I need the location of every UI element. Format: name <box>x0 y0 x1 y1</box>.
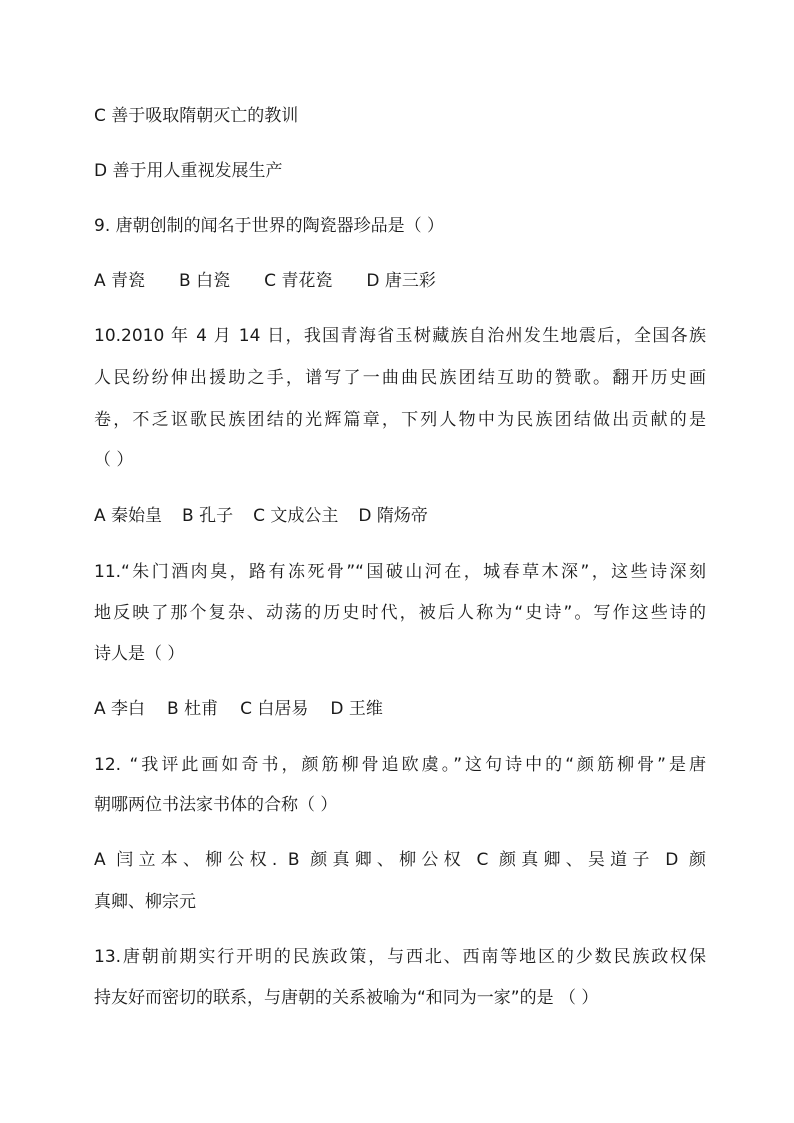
q11-option-d: D 王维 <box>330 699 383 719</box>
q11-option-b: B 杜甫 <box>167 699 219 719</box>
q11-option-a: A 李白 <box>94 699 146 719</box>
q9-option-b: B 白瓷 <box>179 271 231 291</box>
q12-options: A 闫立本、柳公权. B 颜真卿、柳公权 C 颜真卿、吴道子 D 颜 <box>94 850 706 870</box>
q10-option-c: C 文成公主 <box>253 506 339 526</box>
q10-stem-line: （ ） <box>94 450 134 470</box>
q10-stem-line: 10.2010 年 4 月 14 日，我国青海省玉树藏族自治州发生地震后，全国各族 <box>94 326 706 346</box>
q9-option-d: D 唐三彩 <box>366 271 436 291</box>
q11-stem-line: 诗人是（ ） <box>94 644 185 664</box>
q10-stem-line: 卷，不乏讴歌民族团结的光辉篇章，下列人物中为民族团结做出贡献的是 <box>94 410 706 430</box>
q12-stem-line: 12. “我评此画如奇书，颜筋柳骨追欧虞。”这句诗中的“颜筋柳骨”是唐 <box>94 755 706 775</box>
q12-stem-line: 朝哪两位书法家书体的合称（ ） <box>94 795 338 815</box>
q9-stem: 9. 唐朝创制的闻名于世界的陶瓷器珍品是（ ） <box>94 216 445 236</box>
q9-options <box>94 269 706 293</box>
q10-option-d: D 隋炀帝 <box>358 506 428 526</box>
q10-stem-line: 人民纷纷伸出援助之手，谱写了一曲曲民族团结互助的赞歌。翻开历史画 <box>94 368 706 388</box>
q9-option-a: A 青瓷 <box>94 271 146 291</box>
q8-option-c: C 善于吸取隋朝灭亡的教训 <box>94 106 299 126</box>
q11-option-c: C 白居易 <box>240 699 309 719</box>
q9-option-c: C 青花瓷 <box>264 271 333 291</box>
q10-option-a: A 秦始皇 <box>94 506 163 526</box>
q13-stem-line: 13.唐朝前期实行开明的民族政策，与西北、西南等地区的少数民族政权保 <box>94 947 706 967</box>
q10-option-b: B 孔子 <box>182 506 234 526</box>
q11-stem-line: 地反映了那个复杂、动荡的历史时代，被后人称为“史诗”。写作这些诗的 <box>94 603 706 623</box>
q11-stem-line: 11.“朱门酒肉臭，路有冻死骨”“国破山河在，城春草木深”，这些诗深刻 <box>94 562 706 582</box>
q11-options <box>94 697 706 721</box>
q8-option-d: D 善于用人重视发展生产 <box>94 161 283 181</box>
q12-options-continued: 真卿、柳宗元 <box>94 892 196 912</box>
q13-stem-line: 持友好而密切的联系，与唐朝的关系被喻为“和同为一家”的是 （ ） <box>94 988 599 1008</box>
q10-options <box>94 504 706 528</box>
